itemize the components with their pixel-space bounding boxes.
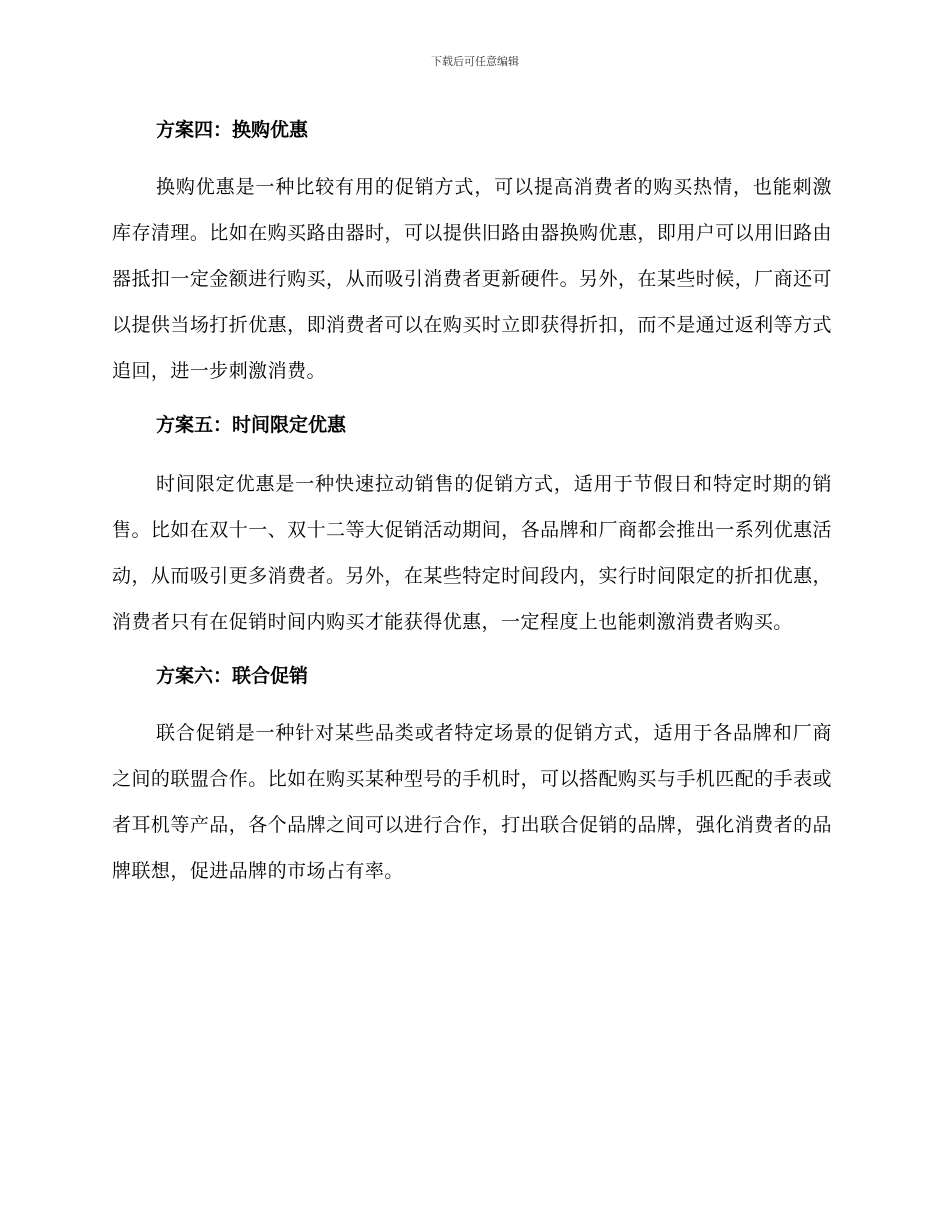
section-body-plan-5: 时间限定优惠是一种快速拉动销售的促销方式，适用于节假日和特定时期的销售。比如在双十一、双十二等大促销活动期间，各品牌和厂商都会推出一系列优惠活动，从而吸引更多消费者。另外，在某些特定时间段内，实行时间限定的折扣优惠，消费者只有在促销时间内购买才能获得优惠，一定程度上也能刺激消费者购买。 (112, 473, 832, 633)
section-body-plan-4: 换购优惠是一种比较有用的促销方式，可以提高消费者的购买热情，也能刺激库存清理。比如在购买路由器时，可以提供旧路由器换购优惠，即用户可以用旧路由器抵扣一定金额进行购买，从而吸引消费者更新硬件。另外，在某些时候，厂商还可以提供当场打折优惠，即消费者可以在购买时立即获得折扣，而不是通过返利等方式追回，进一步刺激消费。 (112, 176, 832, 382)
document-content (112, 110, 832, 894)
section-heading-plan-4: 方案四：换购优惠 (156, 119, 309, 141)
section-body-plan-6: 联合促销是一种针对某些品类或者特定场景的促销方式，适用于各品牌和厂商之间的联盟合作。比如在购买某种型号的手机时，可以搭配购买与手机匹配的手表或者耳机等产品，各个品牌之间可以进行合作，打出联合促销的品牌，强化消费者的品牌联想，促进品牌的市场占有率。 (112, 722, 832, 882)
section-heading-plan-6: 方案六：联合促销 (156, 665, 309, 687)
header-note: 下载后可任意编辑 (431, 55, 519, 68)
section-heading-plan-5: 方案五：时间限定优惠 (156, 414, 347, 436)
